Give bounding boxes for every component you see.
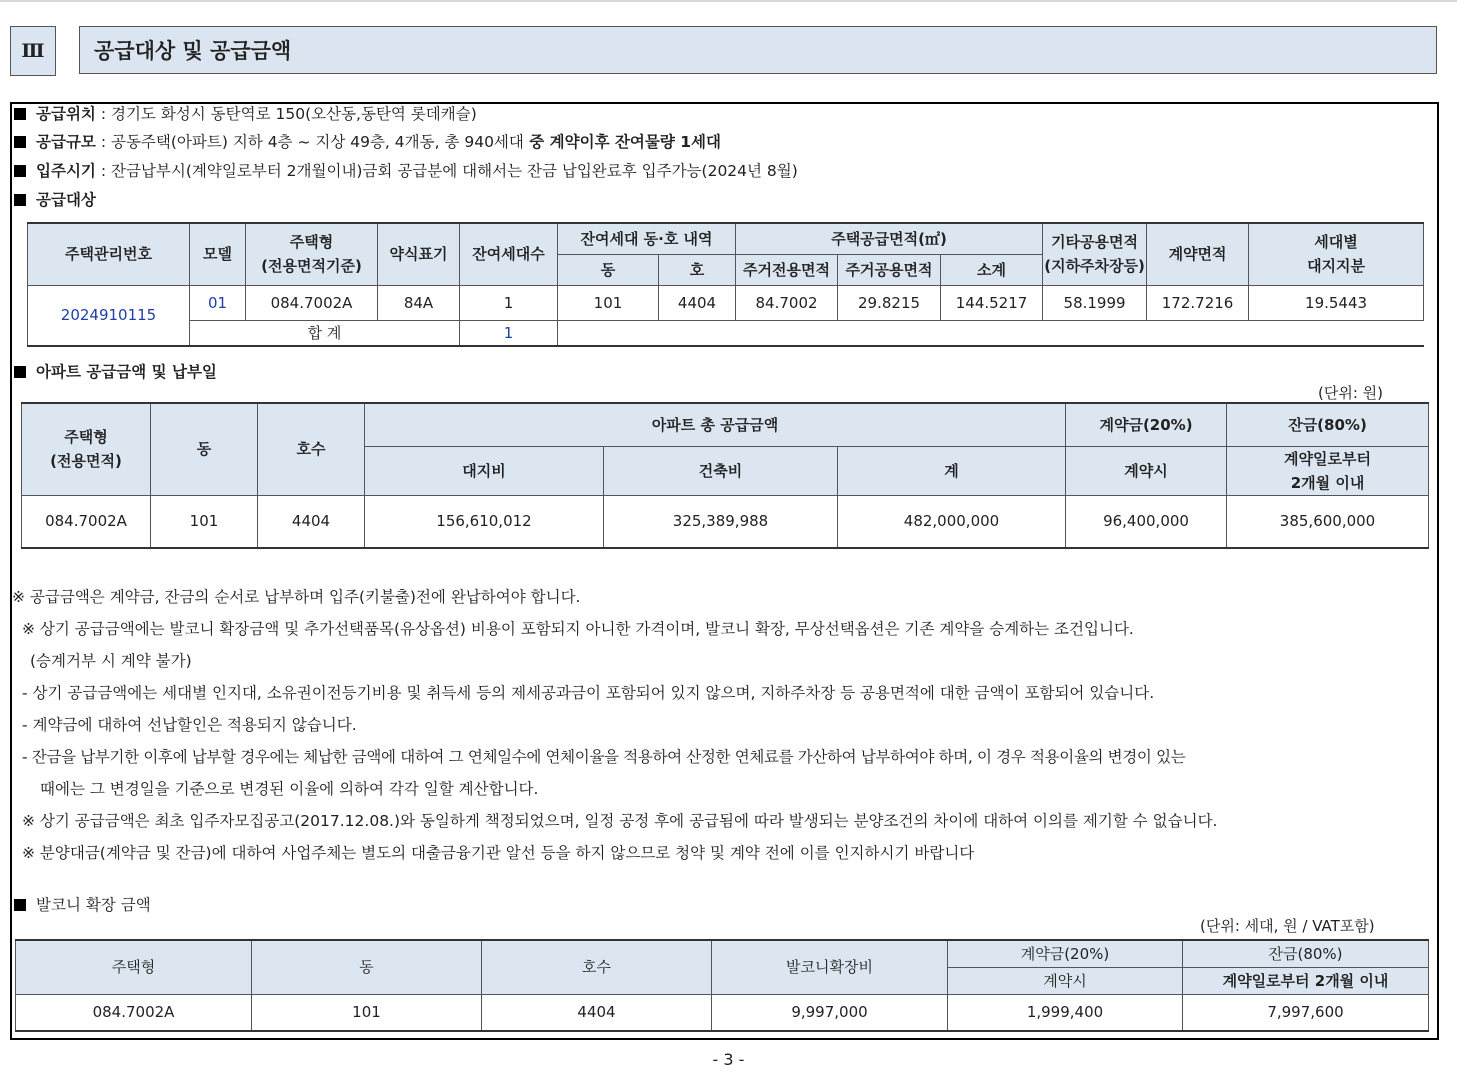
top-divider	[0, 0, 1457, 2]
header-model: 모델	[190, 223, 246, 285]
cell-ho: 4404	[258, 495, 365, 548]
header-sum: 계	[838, 446, 1066, 495]
cell-exclusive: 84.7002	[736, 285, 838, 320]
cell-abbr: 84A	[378, 285, 460, 320]
cell-dong: 101	[252, 994, 482, 1031]
cell-balance: 7,997,600	[1183, 994, 1429, 1031]
bullet-square-icon	[14, 136, 26, 148]
cell-ho: 4404	[482, 994, 712, 1031]
cell-land-cost: 156,610,012	[365, 495, 604, 548]
balcony-heading: 발코니 확장 금액	[14, 895, 151, 915]
note-2: ※ 상기 공급금액에는 발코니 확장금액 및 추가선택품목(유상옵션) 비용이 포함되지 아니한 가격이며, 발코니 확장, 무상선택옵션은 기존 계약을 승계하는 조건입니다.	[22, 620, 1134, 638]
header-deposit: 계약금(20%)	[948, 940, 1183, 967]
cell-sum: 482,000,000	[838, 495, 1066, 548]
cell-model: 01	[190, 285, 246, 320]
cell-ho: 4404	[659, 285, 736, 320]
header-balance: 잔금(80%)	[1183, 940, 1429, 967]
balcony-unit: (단위: 세대, 원 / VAT포함)	[1200, 917, 1375, 935]
header-land-share: 세대별 대지지분	[1249, 223, 1424, 285]
cell-type: 084.7002A	[16, 994, 252, 1031]
header-common: 주거공용면적	[838, 254, 941, 285]
cell-dong: 101	[558, 285, 659, 320]
table-row	[28, 285, 1424, 320]
header-type: 주택형	[16, 940, 252, 994]
section-number: Ⅲ	[10, 26, 56, 76]
header-other-area: 기타공용면적 (지하주차장등)	[1043, 223, 1147, 285]
total-label: 합 계	[190, 320, 460, 346]
total-value: 1	[460, 320, 558, 346]
price-unit: (단위: 원)	[1318, 384, 1383, 402]
header-type: 주택형 (전용면적기준)	[246, 223, 378, 285]
price-table	[21, 402, 1429, 549]
header-ho: 호	[659, 254, 736, 285]
note-5: - 계약금에 대하여 선납할인은 적용되지 않습니다.	[22, 716, 357, 734]
header-deposit-when: 계약시	[1066, 446, 1227, 495]
header-total-supply: 아파트 총 공급금액	[365, 403, 1066, 446]
table-row	[16, 994, 1429, 1031]
cell-type: 084.7002A	[22, 495, 151, 548]
total-empty	[558, 320, 1424, 346]
header-deposit: 계약금(20%)	[1066, 403, 1227, 446]
bullet-square-icon	[14, 165, 26, 177]
cell-subtotal: 144.5217	[941, 285, 1043, 320]
total-row	[28, 320, 1424, 346]
header-detail: 잔여세대 동·호 내역	[558, 223, 736, 254]
cell-contract-area: 172.7216	[1147, 285, 1249, 320]
header-subtotal: 소계	[941, 254, 1043, 285]
cell-dong: 101	[151, 495, 258, 548]
info-target: 공급대상	[14, 190, 96, 210]
header-abbr: 약식표기	[378, 223, 460, 285]
note-4: - 상기 공급금액에는 세대별 인지대, 소유권이전등기비용 및 취득세 등의 제세공과금이 포함되어 있지 않으며, 지하주차장 등 공용면적에 대한 금액이 포함되어 있습니다.	[22, 684, 1155, 702]
header-remain: 잔여세대수	[460, 223, 558, 285]
header-contract-area: 계약면적	[1147, 223, 1249, 285]
header-land-cost: 대지비	[365, 446, 604, 495]
header-balance-when: 계약일로부터 2개월 이내	[1183, 967, 1429, 994]
cell-deposit: 96,400,000	[1066, 495, 1227, 548]
bullet-square-icon	[14, 108, 26, 120]
price-heading: 아파트 공급금액 및 납부일	[14, 362, 217, 382]
header-dong: 동	[151, 403, 258, 495]
page-number: - 3 -	[712, 1050, 745, 1069]
cell-balcony-cost: 9,997,000	[712, 994, 948, 1031]
cell-deposit: 1,999,400	[948, 994, 1183, 1031]
cell-build-cost: 325,389,988	[604, 495, 838, 548]
cell-balance: 385,600,000	[1227, 495, 1429, 548]
note-1: ※ 공급금액은 계약금, 잔금의 순서로 납부하며 입주(키불출)전에 완납하여야 합니다.	[12, 588, 581, 606]
note-9: ※ 분양대금(계약금 및 잔금)에 대하여 사업주체는 별도의 대출금융기관 알선 등을 하지 않으므로 청약 및 계약 전에 이를 인지하시기 바랍니다	[22, 844, 975, 862]
note-7: 때에는 그 변경일을 기준으로 변경된 이율에 의하여 각각 일할 계산합니다.	[40, 780, 539, 798]
header-type: 주택형 (전용면적)	[22, 403, 151, 495]
bullet-square-icon	[14, 194, 26, 206]
header-dong: 동	[558, 254, 659, 285]
bullet-square-icon	[14, 899, 26, 911]
header-dong: 동	[252, 940, 482, 994]
header-build-cost: 건축비	[604, 446, 838, 495]
info-location: 공급위치 : 경기도 화성시 동탄역로 150(오산동,동탄역 롯데캐슬)	[14, 104, 477, 124]
header-area: 주택공급면적(㎡)	[736, 223, 1043, 254]
info-movein: 입주시기 : 잔금납부시(계약일로부터 2개월이내)금회 공급분에 대해서는 잔금 납입완료후 입주가능(2024년 8월)	[14, 161, 798, 181]
cell-land-share: 19.5443	[1249, 285, 1424, 320]
cell-common: 29.8215	[838, 285, 941, 320]
header-balcony-cost: 발코니확장비	[712, 940, 948, 994]
note-6: - 잔금을 납부기한 이후에 납부할 경우에는 체납한 금액에 대하여 그 연체일수에 연체이율을 적용하여 산정한 연체료를 가산하여 납부하여야 하며, 이 경우 적용이율의 변경이 있는	[22, 748, 1186, 766]
note-3: (승계거부 시 계약 불가)	[30, 652, 192, 670]
header-balance: 잔금(80%)	[1227, 403, 1429, 446]
header-exclusive: 주거전용면적	[736, 254, 838, 285]
header-deposit-when: 계약시	[948, 967, 1183, 994]
info-scale: 공급규모 : 공동주택(아파트) 지하 4층 ~ 지상 49층, 4개동, 총 940세대 중 계약이후 잔여물량 1세대	[14, 132, 721, 152]
section-title: 공급대상 및 공급금액	[79, 26, 1437, 74]
supply-target-table	[27, 222, 1424, 347]
header-ho: 호수	[482, 940, 712, 994]
bullet-square-icon	[14, 366, 26, 378]
note-8: ※ 상기 공급금액은 최초 입주자모집공고(2017.12.08.)와 동일하게 책정되었으며, 일정 공정 후에 공급됨에 따라 발생되는 분양조건의 차이에 대하여 이의를 제기할 수 없습니다.	[22, 812, 1218, 830]
cell-other-area: 58.1999	[1043, 285, 1147, 320]
balcony-table	[15, 939, 1429, 1032]
header-balance-when: 계약일로부터 2개월 이내	[1227, 446, 1429, 495]
cell-type: 084.7002A	[246, 285, 378, 320]
header-ho: 호수	[258, 403, 365, 495]
cell-mgmt-no: 2024910115	[28, 285, 190, 346]
header-mgmt-no: 주택관리번호	[28, 223, 190, 285]
cell-remain: 1	[460, 285, 558, 320]
table-row	[22, 495, 1429, 548]
